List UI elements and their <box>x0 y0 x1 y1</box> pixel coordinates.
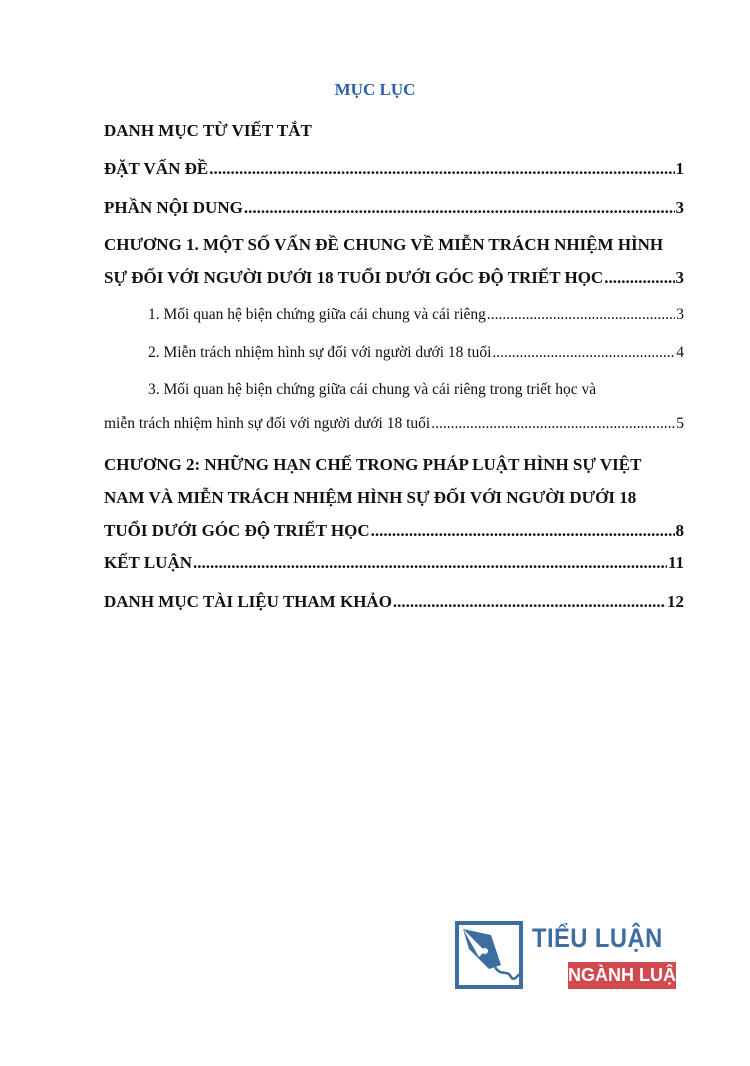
toc-intro-page: 1 <box>675 159 684 178</box>
toc-intro[interactable] <box>104 154 684 184</box>
toc-chapter-2[interactable] <box>104 450 684 546</box>
toc-conclusion-label: KẾT LUẬN <box>104 553 193 572</box>
toc-leader-dots <box>244 193 675 223</box>
toc-leader-dots <box>431 409 675 439</box>
toc-chapter-2-line-2: NAM VÀ MIỄN TRÁCH NHIỆM HÌNH SỰ ĐỐI VỚI NGƯỜI DƯỚI 18 <box>104 488 637 507</box>
toc-chapter-2-page: 8 <box>675 521 684 540</box>
toc-chapter-1-line-1: CHƯƠNG 1. MỘT SỐ VẤN ĐỀ CHUNG VỀ MIỄN TRÁCH NHIỆM HÌNH <box>104 235 664 254</box>
toc-section-1-label: 1. Mối quan hệ biện chứng giữa cái chung và cái riêng <box>148 306 486 323</box>
toc-leader-dots <box>487 300 675 330</box>
toc-section-3-page: 5 <box>676 415 684 432</box>
toc-leader-dots <box>209 154 674 184</box>
toc-chapter-1-line-2: SỰ ĐỐI VỚI NGƯỜI DƯỚI 18 TUỔI DƯỚI GÓC ĐỘ TRIẾT HỌC <box>104 268 604 287</box>
toc-leader-dots <box>492 338 675 368</box>
toc-leader-dots <box>193 548 667 578</box>
toc-references-page: 12 <box>667 592 684 611</box>
toc-section-2-page: 4 <box>676 344 684 361</box>
site-logo <box>455 921 685 991</box>
toc-chapter-2-line-1: CHƯƠNG 2: NHỮNG HẠN CHẾ TRONG PHÁP LUẬT HÌNH SỰ VIỆT <box>104 455 642 474</box>
toc-leader-dots <box>371 516 675 546</box>
pen-nib-icon <box>455 921 523 989</box>
toc-abbreviations[interactable] <box>104 116 684 146</box>
toc-section-3[interactable] <box>104 375 684 439</box>
toc-content[interactable] <box>104 193 684 223</box>
toc-leader-dots <box>393 587 666 617</box>
toc-references-label: DANH MỤC TÀI LIỆU THAM KHẢO <box>104 592 392 611</box>
toc-leader-dots <box>604 263 674 293</box>
logo-title: TIỂU LUẬN <box>532 923 663 953</box>
toc-section-3-line-1: 3. Mối quan hệ biện chứng giữa cái chung và cái riêng trong triết học và <box>148 381 597 398</box>
toc-chapter-1[interactable] <box>104 230 684 293</box>
toc-intro-label: ĐẶT VẤN ĐỀ <box>104 159 209 178</box>
toc-references[interactable] <box>104 587 684 617</box>
toc-conclusion-page: 11 <box>667 553 684 572</box>
toc-section-3-line-2: miễn trách nhiệm hình sự đối với người dưới 18 tuổi <box>104 415 431 432</box>
toc-content-page: 3 <box>675 198 684 217</box>
toc-chapter-1-page: 3 <box>675 268 684 287</box>
toc-section-1-page: 3 <box>676 306 684 323</box>
toc-abbreviations-label: DANH MỤC TỪ VIẾT TẮT <box>104 121 312 140</box>
logo-badge: NGÀNH LUẬT <box>568 962 676 989</box>
toc-section-1[interactable] <box>104 300 684 330</box>
toc-conclusion[interactable] <box>104 548 684 578</box>
toc-chapter-2-line-3: TUỔI DƯỚI GÓC ĐỘ TRIẾT HỌC <box>104 521 370 540</box>
toc-section-2[interactable] <box>104 338 684 368</box>
toc-content-label: PHẦN NỘI DUNG <box>104 198 243 217</box>
toc-section-2-label: 2. Miễn trách nhiệm hình sự đối với người dưới 18 tuổi <box>148 344 492 361</box>
page-title: MỤC LỤC <box>334 80 416 99</box>
